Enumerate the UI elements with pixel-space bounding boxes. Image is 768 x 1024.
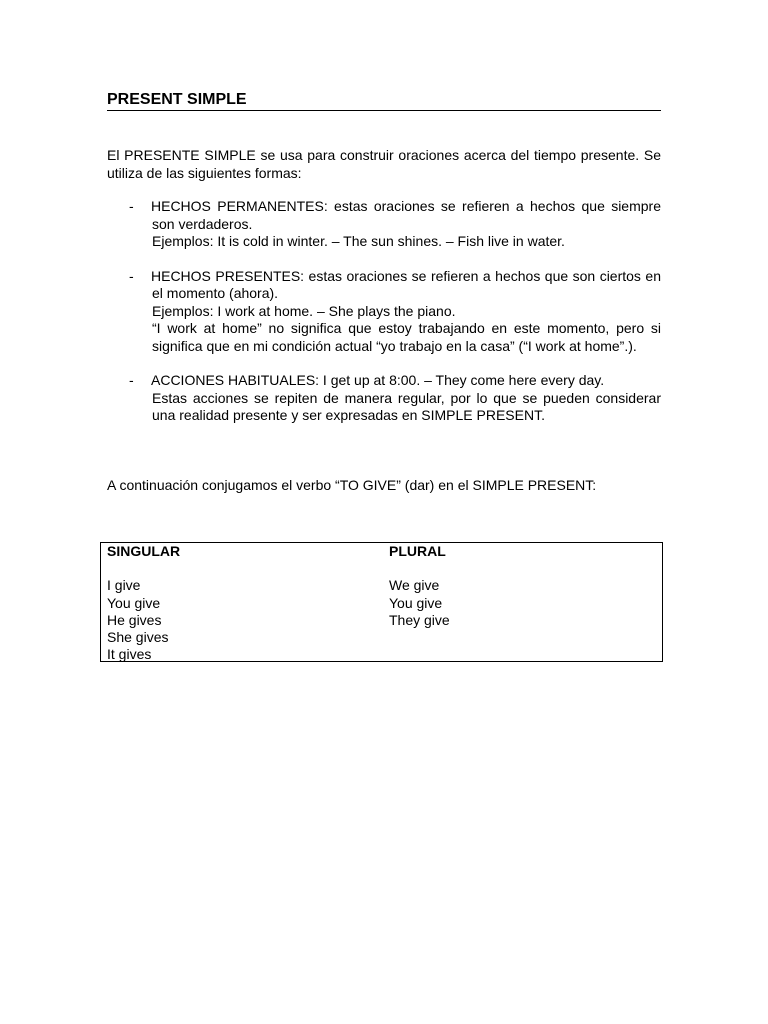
conjugation-form: I give	[107, 577, 141, 594]
conjugation-form: We give	[389, 577, 440, 594]
usage-explanation: Estas acciones se repiten de manera regular, por lo que se pueden considerar una realidad presente y ser expresadas en SIMPLE PRESENT.	[152, 389, 661, 423]
conjugation-form: He gives	[107, 611, 162, 628]
singular-header: SINGULAR	[107, 543, 181, 559]
usage-item-present	[107, 268, 661, 356]
plural-header: PLURAL	[389, 543, 446, 559]
plural-column	[389, 543, 450, 629]
bullet-dash: -	[129, 198, 134, 214]
conjugation-form: They give	[389, 611, 450, 628]
intro-paragraph: El PRESENTE SIMPLE se usa para construir oraciones acerca del tiempo presente. Se utiliza de las siguientes formas:	[107, 147, 661, 181]
conjugation-form: She gives	[107, 629, 169, 646]
conjugation-form: You give	[389, 594, 443, 611]
bullet-dash: -	[129, 267, 134, 284]
usage-definition: ACCIONES HABITUALES: I get up at 8:00. – They come here every day.	[151, 372, 605, 388]
usage-examples: Ejemplos: I work at home. – She plays the piano.	[152, 302, 456, 319]
usage-item-permanent	[107, 198, 661, 251]
usage-definition: HECHOS PERMANENTES: estas oraciones se refieren a hechos que siempre son verdaderos.	[151, 198, 661, 232]
usage-list	[107, 198, 661, 442]
conjugation-table	[100, 542, 663, 662]
usage-definition: HECHOS PRESENTES: estas oraciones se refieren a hechos que son ciertos en el momento (ahora).	[151, 267, 661, 301]
page-title: PRESENT SIMPLE	[107, 90, 661, 111]
conjugation-intro: A continuación conjugamos el verbo “TO GIVE” (dar) en el SIMPLE PRESENT:	[107, 477, 597, 493]
usage-explanation: “I work at home” no significa que estoy trabajando en este momento, pero si significa que en mi condición actual “yo trabajo en la casa” (“I work at home”.).	[152, 320, 661, 354]
singular-column	[107, 543, 180, 664]
usage-item-habitual	[107, 372, 661, 425]
conjugation-form: You give	[107, 594, 161, 611]
bullet-dash: -	[129, 372, 134, 388]
conjugation-form: It gives	[107, 646, 152, 663]
usage-examples: Ejemplos: It is cold in winter. – The sun shines. – Fish live in water.	[152, 233, 565, 249]
